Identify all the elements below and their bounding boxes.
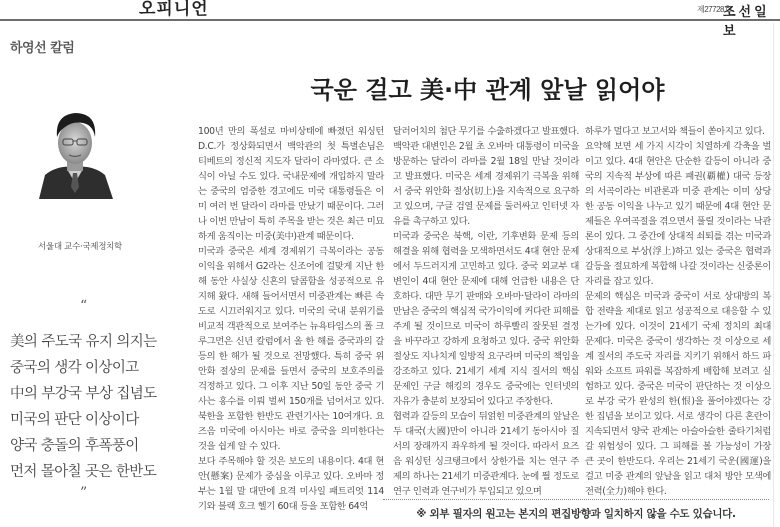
pull-quote-line: 먼저 몰아칠 곳은 한반도 xyxy=(10,464,157,480)
article-column-1 xyxy=(198,124,384,514)
quote-close-mark: ” xyxy=(80,485,88,501)
pull-quote-line: 미국의 판단 이상이다 xyxy=(10,412,139,428)
pull-quote-line: 양국 충돌의 후폭풍이 xyxy=(10,438,139,454)
issue-number: 제27728호 xyxy=(697,5,732,14)
article-headline: 국운 걸고 美·中 관계 앞날 읽어야 xyxy=(310,76,665,104)
page-edge-divider xyxy=(773,23,774,527)
newspaper-name: 조선일보 xyxy=(723,5,770,39)
article-paragraph: 미국과 중국은 세계 경제위기 극복이라는 공동 이익을 위해서 G2라는 신조어에 걸맞게 지난 한 해 동안 사실상 신혼의 달콤함을 성공적으로 유지해 왔다. 새해 들어서면서 미중관계는 빠른 속도로 시끄러워지고 있다. 미국의 국내 분위기를 비교적 객관적으로 보여주는 뉴욕타임스의 폴 크루그먼은 신년 칼럼에서 올 한 해를 중국과의 갈등의 한 해가 될 것으로 전망했다. 특히 중국 위안화 절상의 문제를 들면서 중국의 보호주의를 걱정하고 있다. 그 이후 지난 50일 동안 중국 기사는 홍수를 이뤄 벌써 150개를 넘어서고 있다. 북한을 포함한 한반도 관련기사는 10여개다. 요즈음 미국에 아시아는 바로 중국을 의미한다는 것을 쉽게 알 수 있다. xyxy=(198,246,384,452)
article-paragraph: 요약해 보면 세 가지 시각이 치열하게 각축을 벌이고 있다. 4대 현안은 단순한 갈등이 아니라 중국의 지속적 부상에 따른 패권(覇權) 대국 등장의 서곡이라는 비관론과 미중 관계는 이미 상당한 공동 이익을 나누고 있기 때문에 4대 현안 문제들은 우여곡절을 겪으면서 풀릴 것이라는 낙관론이 있다. 그 중간에 상대적 쇠퇴를 겪는 미국과 상대적으로 부상(浮上)하고 있는 중국은 협력과 갈등을 절묘하게 복합해 나갈 것이라는 신중론이 자리를 잡고 있다. xyxy=(585,141,771,287)
editorial-disclaimer: ※ 외부 필자의 원고는 본지의 편집방향과 일치하지 않을 수도 있습니다. xyxy=(416,508,736,520)
article-paragraph: 보다 주목해야 할 것은 보도의 내용이다. 4대 현안(懸案) 문제가 중심을 이루고 있다. 오바마 정부는 1월 말 대만에 요격 미사일 패트리엇 114기와 블랙 호크 헬기 60대 등을 포함한 64억 xyxy=(198,456,384,512)
author-portrait-icon xyxy=(37,107,113,199)
pull-quote-line: 중국의 생각 이상이고 xyxy=(10,360,139,376)
pull-quote-line: 美의 주도국 유지 의지는 xyxy=(10,334,157,350)
article-paragraph: 미국과 중국은 북핵, 이란, 기후변화 문제 등의 해결을 위해 협력을 모색하면서도 4대 현안 문제에서 두드러지게 고민하고 있다. 중국 외교부 대변인이 4대 현안 문제에 대해 언급한 내용은 단호하다. 대만 무기 판매와 오바마·달라이 라마의 만남은 중국의 핵심적 국가이익에 커다란 피해를 주게 될 것이므로 미국이 하루빨리 잘못된 결정을 바꾸라고 강하게 요청하고 있다. 중국 위안화 절상도 지나치게 일방적 요구라며 미국의 책임을 강조하고 있다. 21세기 세계 지식 질서의 핵심 문제인 구글 해킹의 경우도 중국에는 인터넷의 자유가 충분히 보장되어 있다고 주장한다. xyxy=(393,231,579,407)
article-paragraph: 협력과 갈등의 모습이 뒤얽힌 미중관계의 앞날은 두 대국(大國)만이 아니라 21세기 동아시아 질서의 장래까지 좌우하게 될 것이다. 따라서 요즈음 워싱턴 싱크탱크에서 상한가를 치는 연구 주제의 하나는 21세기 미중관계다. 눈에 띌 정도로 연구 인력과 연구비가 투입되고 있으며 xyxy=(393,411,579,497)
article-paragraph: 문제의 핵심은 미국과 중국이 서로 상대방의 복합 전략을 제대로 읽고 성공적으로 대응할 수 있는가에 있다. 이것이 21세기 국제 정치의 최대 문제다. 미국은 중국이 생각하는 것 이상으로 세계 질서의 주도국 자리를 지키기 위해서 하드 파워와 소프트 파워를 복잡하게 배합해 보려고 실험하고 있다. 중국은 미국이 판단하는 것 이상으로 부강 국가 완성의 한(恨)을 풀어야겠다는 강한 집념을 보이고 있다. 서로 생각이 다른 혼란이 지속되면서 양국 관계는 아슬아슬한 줄타기처럼 갈 위험성이 있다. 그 피해를 볼 가능성이 가장 큰 곳이 한반도다. 우리는 21세기 국운(國運)을 걸고 미중 관계의 앞날을 읽고 대처 방안 모색에 전력(全力)해야 한다. xyxy=(585,291,771,497)
article-paragraph: 100년 만의 폭설로 마비상태에 빠졌던 워싱턴 D.C.가 정상화되면서 백악관의 첫 특별손님은 티베트의 정신적 지도자 달라이 라마였다. 큰 소식이 아닐 수도 있다. 국내문제에 개입하지 말라는 중국의 엄중한 경고에도 미국 대통령들은 이미 여러 번 달라이 라마를 만났기 때문이다. 그러나 이번 만남이 특히 주목을 받는 것은 최근 미묘하게 움직이는 미중(美中)관계 때문이다. xyxy=(198,126,384,242)
section-title: 오피니언 xyxy=(139,0,209,19)
quote-open-mark: “ xyxy=(80,298,88,314)
article-column-3 xyxy=(585,124,771,499)
pull-quote-line: 中의 부강국 부상 집념도 xyxy=(10,386,157,402)
article-column-2 xyxy=(393,124,579,499)
pull-quote xyxy=(10,329,190,485)
article-paragraph: 달러어치의 첨단 무기를 수출하겠다고 발표했다. 백악관 대변인은 2월 초 오바마 대통령이 미국을 방문하는 달라이 라마를 2월 18일 만날 것이라고 발표했다. 미국은 세계 경제위기 극복을 위해서 중국 위안화 절상(切上)을 지속적으로 요구하고 있으며, 구글 검열 문제를 둘러싸고 인터넷 자유를 촉구하고 있다. xyxy=(393,126,579,227)
article-paragraph: 하루가 멀다고 보고서와 책들이 쏟아지고 있다. xyxy=(585,126,765,137)
author-caption: 서울대 교수·국제정치학 xyxy=(38,242,122,252)
footer-divider xyxy=(383,499,769,500)
masthead xyxy=(0,0,780,39)
sidebar xyxy=(0,23,190,527)
column-name: 하영선 칼럼 xyxy=(10,41,75,56)
